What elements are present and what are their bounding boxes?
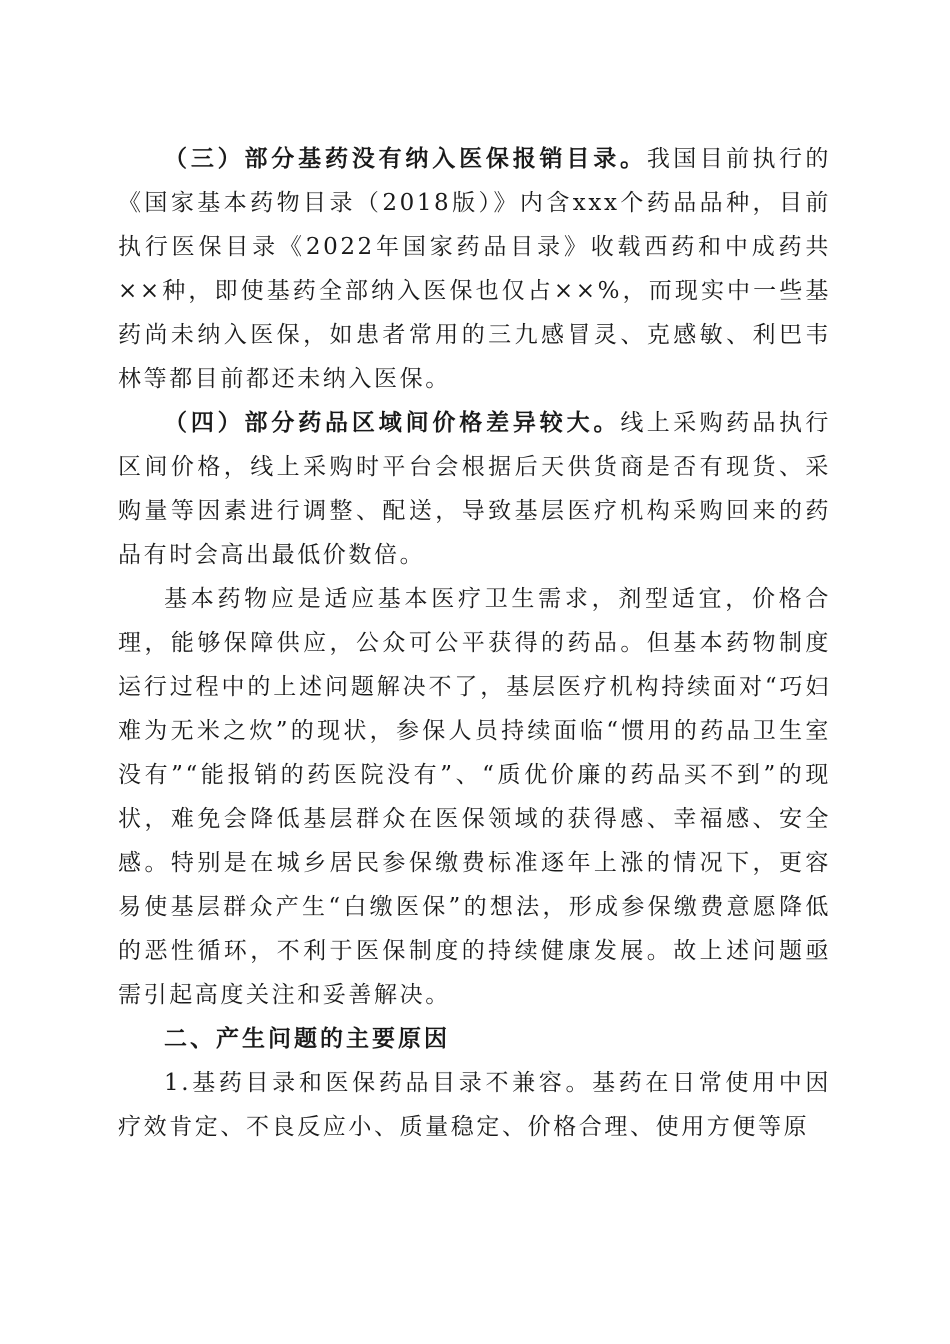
paragraph-body: 1.基药目录和医保药品目录不兼容。基药在日常使用中因疗效肯定、不良反应小、质量稳定、价格合理、使用方便等原: [118, 1070, 831, 1140]
document-page: [118, 137, 831, 1149]
section-heading: 二、产生问题的主要原因: [164, 1026, 450, 1052]
paragraph-lead: （四）部分药品区域间价格差异较大。: [164, 410, 621, 436]
paragraph-summary: [118, 577, 831, 1017]
paragraph-body: 我国目前执行的《国家基本药物目录（2018版）》内含xxx个药品品种，目前执行医保目录《2022年国家药品目录》收载西药和中成药共××种，即使基药全部纳入医保也仅占××%，而现实中一些基药尚未纳入医保，如患者常用的三九感冒灵、克感敏、利巴韦林等都目前都还未纳入医保。: [118, 146, 832, 392]
paragraph-body: 基本药物应是适应基本医疗卫生需求，剂型适宜，价格合理，能够保障供应，公众可公平获得的药品。但基本药物制度运行过程中的上述问题解决不了，基层医疗机构持续面对“巧妇难为无米之炊”的现状，参保人员持续面临“惯用的药品卫生室没有”“能报销的药医院没有”、“质优价廉的药品买不到”的现状，难免会降低基层群众在医保领域的获得感、幸福感、安全感。特别是在城乡居民参保缴费标准逐年上涨的情况下，更容易使基层群众产生“白缴医保”的想法，形成参保缴费意愿降低的恶性循环，不利于医保制度的持续健康发展。故上述问题亟需引起高度关注和妥善解决。: [118, 586, 831, 1008]
paragraph-4: [118, 401, 831, 577]
paragraph-3: [118, 137, 831, 401]
paragraph-cause-1: [118, 1061, 831, 1149]
paragraph-lead: （三）部分基药没有纳入医保报销目录。: [164, 146, 647, 172]
paragraph-body: 线上采购药品执行区间价格，线上采购时平台会根据后天供货商是否有现货、采购量等因素进行调整、配送，导致基层医疗机构采购回来的药品有时会高出最低价数倍。: [118, 410, 832, 568]
